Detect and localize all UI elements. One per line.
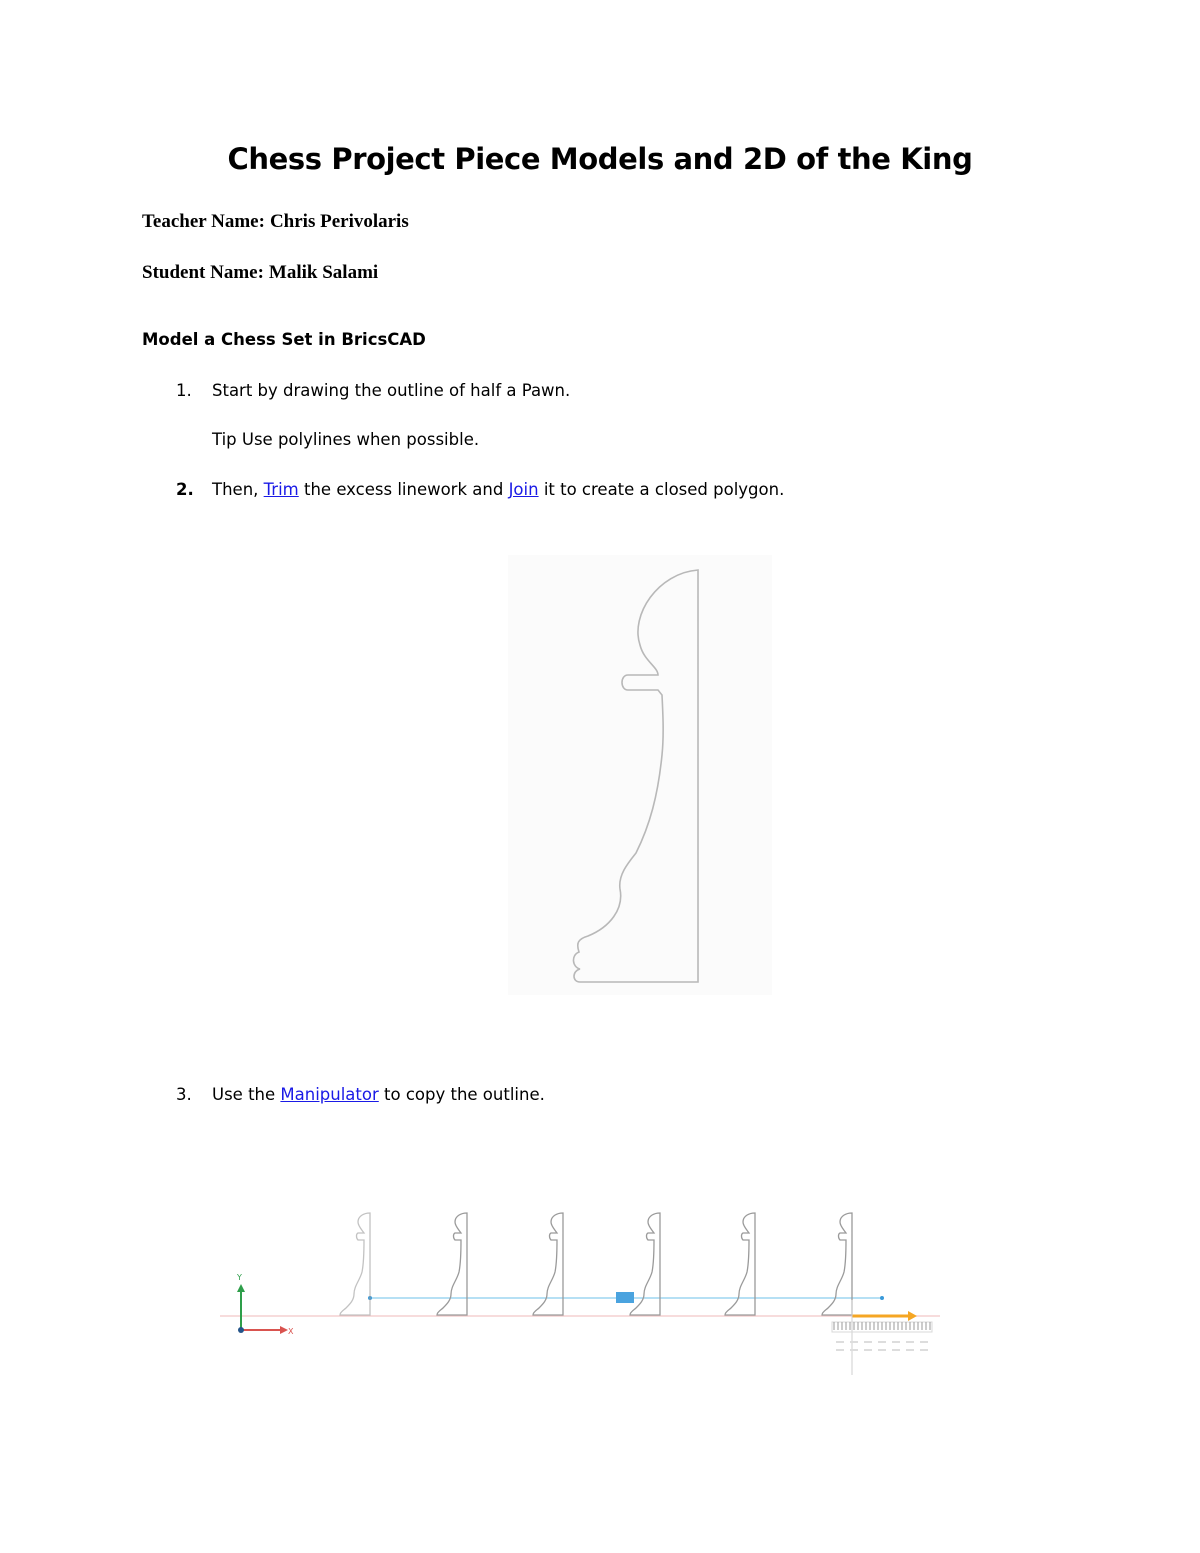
pawn-outline-copy <box>340 1213 370 1315</box>
step-text-part: to copy the outline. <box>378 1085 545 1104</box>
ruler-scale <box>832 1322 932 1350</box>
step-number: 2. <box>176 480 194 499</box>
step-number: 3. <box>176 1085 192 1104</box>
step-text-part: Then, <box>212 480 264 499</box>
pawn-outline-copy <box>437 1213 467 1315</box>
section-heading: Model a Chess Set in BricsCAD <box>142 330 426 349</box>
teacher-value: Chris Perivolaris <box>269 211 409 232</box>
manipulator-icon[interactable] <box>852 1300 917 1375</box>
pawn-outline-copy <box>533 1213 563 1315</box>
step-text-part: Use the <box>212 1085 281 1104</box>
pawn-outline-figure <box>500 555 780 995</box>
copy-target-point <box>880 1296 884 1300</box>
step-text: Start by drawing the outline of half a Pawn. <box>212 381 571 400</box>
trim-link[interactable]: Trim <box>263 480 299 499</box>
teacher-name-line <box>142 211 409 233</box>
pawn-outline-copy <box>630 1213 660 1315</box>
student-value: Malik Salami <box>268 262 379 283</box>
student-name-line <box>142 262 378 284</box>
x-axis-label: X <box>288 1327 294 1336</box>
distance-input-box[interactable] <box>616 1292 634 1303</box>
student-label: Student Name: <box>142 262 264 283</box>
step-text-part: it to create a closed polygon. <box>538 480 785 499</box>
step-text <box>212 1085 545 1104</box>
manipulator-link[interactable]: Manipulator <box>280 1085 379 1104</box>
join-link[interactable]: Join <box>508 480 539 499</box>
tip-text: Tip Use polylines when possible. <box>212 430 480 449</box>
page-title: Chess Project Piece Models and 2D of the King <box>227 142 973 176</box>
step-text-part: the excess linework and <box>298 480 509 499</box>
manipulator-copy-figure <box>220 1200 945 1410</box>
step-number: 1. <box>176 381 192 400</box>
step-text <box>212 480 784 499</box>
teacher-label: Teacher Name: <box>142 211 265 232</box>
ucs-axis-icon <box>236 1273 294 1336</box>
pawn-outline-copy <box>822 1213 852 1315</box>
y-axis-label: Y <box>237 1273 242 1282</box>
pawn-outline-copy <box>725 1213 755 1315</box>
